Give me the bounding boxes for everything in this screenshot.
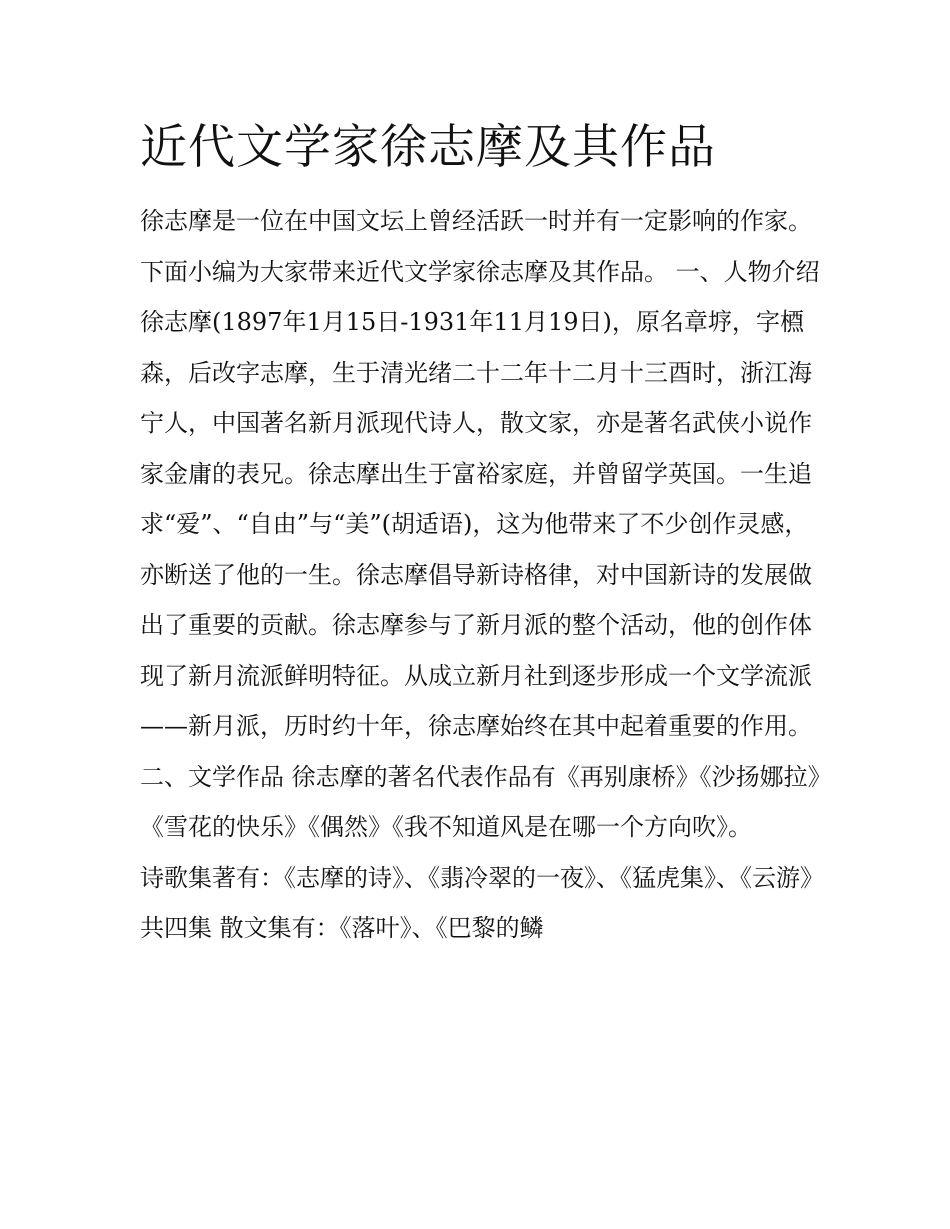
paragraph-biography: 徐志摩(1897年1月15日-1931年11月19日)，原名章垿，字槱森，后改字志摩，生于清光绪二十二年十二月十三酉时，浙江海宁人，中国著名新月派现代诗人，散文家，亦是著名武侠小说作家金庸的表兄。徐志摩出生于富裕家庭，并曾留学英国。一生追求“爱”、“自由”与“美”(胡适语)，这为他带来了不少创作灵感，亦断送了他的一生。徐志摩倡导新诗格律，对中国新诗的发展做出了重要的贡献。徐志摩参与了新月派的整个活动，他的创作体现了新月流派鲜明特征。从成立新月社到逐步形成一个文学流派——新月派，历时约十年，徐志摩始终在其中起着重要的作用。 [140, 308, 812, 740]
paragraph-works: 二、文学作品 徐志摩的著名代表作品有《再别康桥》《沙扬娜拉》《雪花的快乐》《偶然》《我不知道风是在哪一个方向吹》。 [140, 762, 820, 841]
paragraph-intro: 徐志摩是一位在中国文坛上曾经活跃一时并有一定影响的作家。下面小编为大家带来近代文学家徐志摩及其作品。 一、人物介绍 [140, 207, 820, 286]
document-page [140, 108, 820, 954]
paragraph-collections: 诗歌集著有：《志摩的诗》、《翡冷翠的一夜》、《猛虎集》、《云游》共四集 散文集有：《落叶》、《巴黎的鳞 [140, 863, 812, 942]
document-title: 近代文学家徐志摩及其作品 [140, 120, 716, 175]
